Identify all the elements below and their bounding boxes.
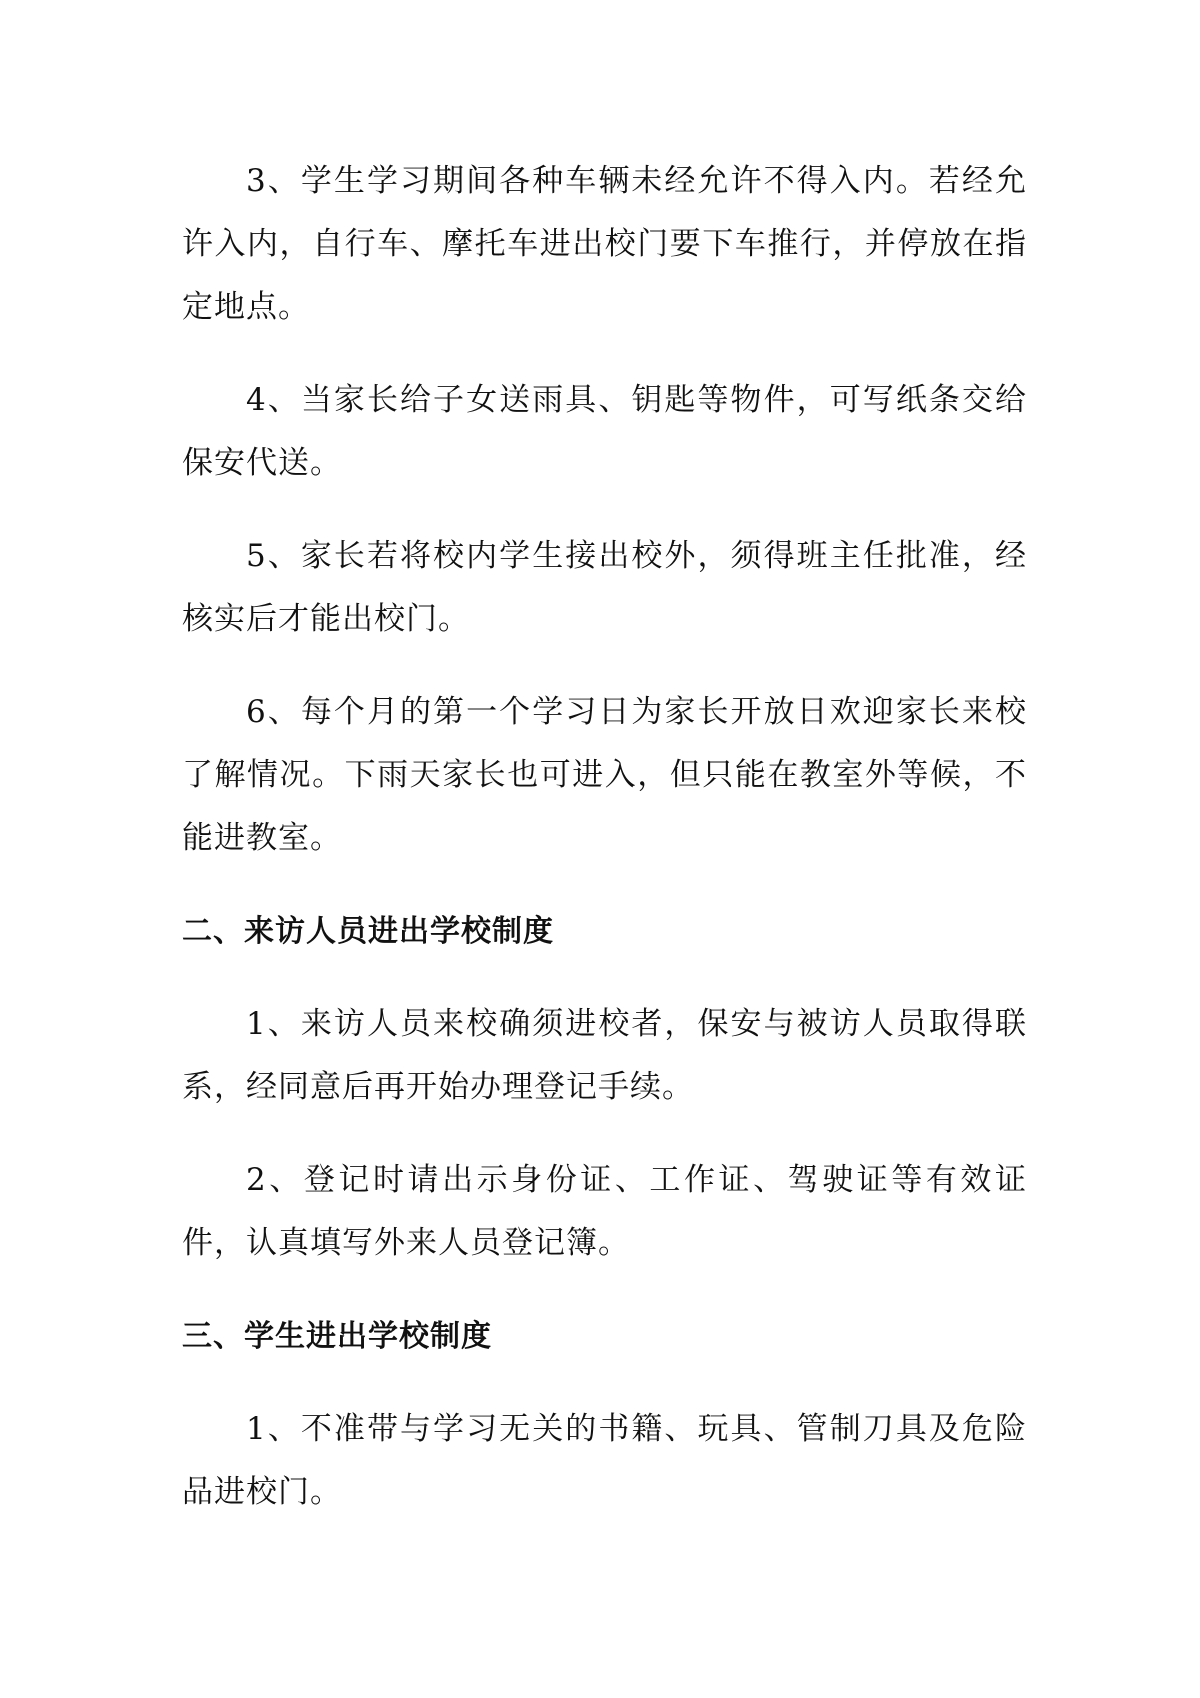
student-rule-1: 1、不准带与学习无关的书籍、玩具、管制刀具及危险品进校门。 (182, 1411, 1027, 1510)
visitor-rule-2: 2、登记时请出示身份证、工作证、驾驶证等有效证件，认真填写外来人员登记簿。 (182, 1162, 1027, 1261)
paragraph-gap (182, 1368, 1027, 1398)
document-body (182, 150, 1027, 1524)
section-two-heading: 二、来访人员进出学校制度 (182, 914, 554, 949)
paragraph-gap (182, 1119, 1027, 1149)
paragraph-rule-6: 6、每个月的第一个学习日为家长开放日欢迎家长来校了解情况。下雨天家长也可进入，但只能在教室外等候，不能进教室。 (182, 694, 1027, 856)
section-three-heading: 三、学生进出学校制度 (182, 1319, 492, 1354)
paragraph-gap (182, 651, 1027, 681)
visitor-rule-1: 1、来访人员来校确须进校者，保安与被访人员取得联系，经同意后再开始办理登记手续。 (182, 1006, 1027, 1105)
paragraph-gap (182, 339, 1027, 369)
paragraph-gap (182, 963, 1027, 993)
paragraph-rule-4: 4、当家长给子女送雨具、钥匙等物件，可写纸条交给保安代送。 (182, 382, 1027, 481)
paragraph-gap (182, 870, 1027, 900)
paragraph-rule-3: 3、学生学习期间各种车辆未经允许不得入内。若经允许入内，自行车、摩托车进出校门要下车推行，并停放在指定地点。 (182, 163, 1027, 325)
paragraph-gap (182, 495, 1027, 525)
paragraph-gap (182, 1275, 1027, 1305)
paragraph-rule-5: 5、家长若将校内学生接出校外，须得班主任批准，经核实后才能出校门。 (182, 538, 1027, 637)
